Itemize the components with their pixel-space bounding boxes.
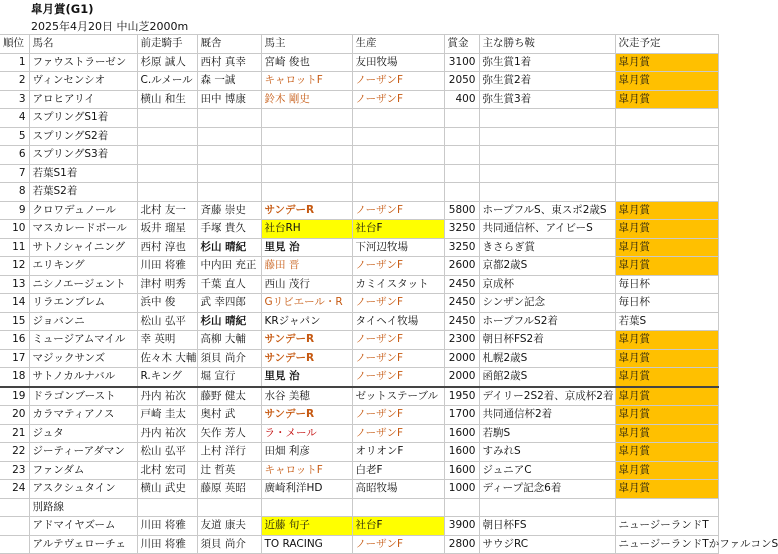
cell-horse[interactable]: アドマイヤズーム [29, 517, 137, 536]
cell-wins[interactable]: ディープ記念6着 [479, 480, 615, 499]
cell-stable[interactable]: 杉山 晴紀 [197, 312, 261, 331]
cell-jockey[interactable]: 松山 弘平 [137, 443, 197, 462]
cell-stable[interactable] [197, 127, 261, 146]
cell-rank[interactable]: 1 [0, 53, 29, 72]
cell-wins[interactable]: 弥生賞3着 [479, 90, 615, 109]
cell-wins[interactable]: 札幌2歳S [479, 349, 615, 368]
cell-next[interactable]: ニュージーランドTかファルコンS [615, 535, 718, 554]
cell-wins[interactable]: 京成杯 [479, 275, 615, 294]
table-row [0, 238, 718, 257]
cell-owner[interactable]: 里見 治 [261, 368, 352, 387]
cell-wins[interactable]: シンザン記念 [479, 294, 615, 313]
cell-stable[interactable]: 須貝 尚介 [197, 349, 261, 368]
cell-owner[interactable]: 近藤 旬子 [261, 517, 352, 536]
table-row [0, 517, 718, 536]
cell-breeder[interactable]: オリオンF [352, 443, 444, 462]
cell-breeder[interactable]: ノーザンF [352, 424, 444, 443]
cell-rank[interactable]: 2 [0, 72, 29, 91]
cell-rank[interactable]: 8 [0, 183, 29, 202]
cell-rank[interactable]: 12 [0, 257, 29, 276]
cell-rank[interactable]: 19 [0, 387, 29, 406]
cell-rank[interactable]: 13 [0, 275, 29, 294]
cell-jockey[interactable]: 浜中 俊 [137, 294, 197, 313]
cell-stable[interactable]: 田中 博康 [197, 90, 261, 109]
cell-jockey[interactable]: C.ルメール [137, 72, 197, 91]
cell-owner[interactable]: 西山 茂行 [261, 275, 352, 294]
table-row [0, 201, 718, 220]
cell-rank[interactable] [0, 517, 29, 536]
cell-prize[interactable]: 2450 [444, 275, 479, 294]
column-header-jockey[interactable]: 前走騎手 [137, 35, 197, 54]
cell-jockey[interactable] [137, 146, 197, 165]
cell-jockey[interactable]: 北村 宏司 [137, 461, 197, 480]
cell-breeder[interactable]: ノーザンF [352, 368, 444, 387]
cell-owner[interactable] [261, 183, 352, 202]
cell-owner[interactable]: 水谷 美穂 [261, 387, 352, 406]
cell-owner[interactable]: 鈴木 剛史 [261, 90, 352, 109]
column-header-prize[interactable]: 賞金 [444, 35, 479, 54]
table-row [0, 312, 718, 331]
cell-stable[interactable] [197, 146, 261, 165]
cell-wins[interactable] [479, 146, 615, 165]
cell-wins[interactable]: すみれS [479, 443, 615, 462]
table-row [0, 424, 718, 443]
table-row [0, 443, 718, 462]
column-header-owner[interactable]: 馬主 [261, 35, 352, 54]
cell-breeder[interactable]: ノーザンF [352, 331, 444, 350]
cell-jockey[interactable]: 横山 武史 [137, 480, 197, 499]
cell-next[interactable]: 皐月賞 [615, 406, 718, 425]
table-row [0, 387, 718, 406]
cell-horse[interactable]: リラエンブレム [29, 294, 137, 313]
cell-owner[interactable] [261, 109, 352, 128]
cell-rank[interactable] [0, 535, 29, 554]
cell-stable[interactable]: 藤原 英昭 [197, 480, 261, 499]
cell-rank[interactable]: 7 [0, 164, 29, 183]
cell-prize[interactable]: 2050 [444, 72, 479, 91]
cell-next[interactable]: 皐月賞 [615, 220, 718, 239]
cell-rank[interactable]: 17 [0, 349, 29, 368]
cell-owner[interactable]: 廣崎利洋HD [261, 480, 352, 499]
cell-jockey[interactable]: 横山 和生 [137, 90, 197, 109]
cell-jockey[interactable]: R.キング [137, 368, 197, 387]
cell-horse[interactable]: サトノカルナバル [29, 368, 137, 387]
cell-next[interactable] [615, 498, 718, 517]
cell-breeder[interactable]: 白老F [352, 461, 444, 480]
table-row [0, 53, 718, 72]
table-row [0, 406, 718, 425]
cell-jockey[interactable]: 川田 将雅 [137, 535, 197, 554]
cell-stable[interactable]: 杉山 晴紀 [197, 238, 261, 257]
cell-next[interactable]: 皐月賞 [615, 443, 718, 462]
cell-next[interactable]: 皐月賞 [615, 349, 718, 368]
cell-stable[interactable]: 上村 洋行 [197, 443, 261, 462]
table-row [0, 480, 718, 499]
cell-rank[interactable]: 22 [0, 443, 29, 462]
cell-horse[interactable]: スプリングS1着 [29, 109, 137, 128]
cell-rank[interactable]: 20 [0, 406, 29, 425]
cell-wins[interactable]: 弥生賞2着 [479, 72, 615, 91]
column-header-stable[interactable]: 厩舎 [197, 35, 261, 54]
cell-next[interactable]: ニュージーランドT [615, 517, 718, 536]
cell-owner[interactable]: 里見 治 [261, 238, 352, 257]
cell-prize[interactable] [444, 127, 479, 146]
cell-owner[interactable]: サンデーR [261, 349, 352, 368]
cell-prize[interactable]: 2450 [444, 312, 479, 331]
cell-wins[interactable]: 函館2歳S [479, 368, 615, 387]
cell-jockey[interactable] [137, 498, 197, 517]
cell-breeder[interactable]: 友田牧場 [352, 53, 444, 72]
cell-rank[interactable] [0, 498, 29, 517]
cell-stable[interactable]: 手塚 貴久 [197, 220, 261, 239]
cell-breeder[interactable]: カミイスタット [352, 275, 444, 294]
cell-rank[interactable]: 16 [0, 331, 29, 350]
cell-horse[interactable]: ドラゴンブースト [29, 387, 137, 406]
cell-stable[interactable] [197, 164, 261, 183]
cell-horse[interactable]: ジョバンニ [29, 312, 137, 331]
cell-wins[interactable]: デイリー2S2着、京成杯2着 [479, 387, 615, 406]
table-row [0, 461, 718, 480]
cell-wins[interactable] [479, 498, 615, 517]
column-header-next[interactable]: 次走予定 [615, 35, 718, 54]
cell-jockey[interactable] [137, 183, 197, 202]
cell-breeder[interactable]: 社台F [352, 220, 444, 239]
cell-next[interactable]: 皐月賞 [615, 257, 718, 276]
cell-stable[interactable]: 矢作 芳人 [197, 424, 261, 443]
cell-prize[interactable]: 2800 [444, 535, 479, 554]
cell-wins[interactable]: サウジRC [479, 535, 615, 554]
table-row [0, 146, 718, 165]
cell-horse[interactable]: アロヒアリイ [29, 90, 137, 109]
cell-next[interactable]: 皐月賞 [615, 461, 718, 480]
cell-stable[interactable]: 森 一誠 [197, 72, 261, 91]
cell-breeder[interactable]: 下河辺牧場 [352, 238, 444, 257]
cell-stable[interactable] [197, 498, 261, 517]
cell-jockey[interactable]: 丹内 祐次 [137, 424, 197, 443]
cell-wins[interactable]: 朝日杯FS [479, 517, 615, 536]
cell-owner[interactable]: サンデーR [261, 201, 352, 220]
cell-stable[interactable]: 藤野 健太 [197, 387, 261, 406]
cell-prize[interactable]: 1600 [444, 424, 479, 443]
cell-wins[interactable]: 共同通信杯、アイビーS [479, 220, 615, 239]
cell-prize[interactable]: 3100 [444, 53, 479, 72]
cell-horse[interactable]: クロワデュノール [29, 201, 137, 220]
cell-wins[interactable] [479, 183, 615, 202]
cell-next[interactable] [615, 164, 718, 183]
cell-owner[interactable] [261, 127, 352, 146]
cell-breeder[interactable]: タイヘイ牧場 [352, 312, 444, 331]
cell-rank[interactable]: 24 [0, 480, 29, 499]
cell-owner[interactable]: サンデーR [261, 331, 352, 350]
column-header-rank[interactable]: 順位 [0, 35, 29, 54]
cell-owner[interactable]: ラ・メール [261, 424, 352, 443]
cell-jockey[interactable]: 丹内 祐次 [137, 387, 197, 406]
cell-breeder[interactable] [352, 498, 444, 517]
cell-rank[interactable]: 18 [0, 368, 29, 387]
cell-next[interactable]: 皐月賞 [615, 424, 718, 443]
cell-prize[interactable] [444, 146, 479, 165]
cell-owner[interactable] [261, 164, 352, 183]
cell-jockey[interactable]: 幸 英明 [137, 331, 197, 350]
cell-horse[interactable]: ファウストラーゼン [29, 53, 137, 72]
cell-next[interactable]: 皐月賞 [615, 53, 718, 72]
cell-horse[interactable]: アスクシュタイン [29, 480, 137, 499]
cell-rank[interactable]: 10 [0, 220, 29, 239]
cell-prize[interactable]: 2600 [444, 257, 479, 276]
page-title: 皐月賞(G1) [31, 2, 94, 16]
cell-horse[interactable]: ファンダム [29, 461, 137, 480]
cell-stable[interactable]: 千葉 直人 [197, 275, 261, 294]
cell-prize[interactable] [444, 109, 479, 128]
cell-stable[interactable]: 中内田 充正 [197, 257, 261, 276]
cell-next[interactable]: 皐月賞 [615, 201, 718, 220]
table-row [0, 535, 718, 554]
cell-stable[interactable] [197, 183, 261, 202]
cell-wins[interactable] [479, 127, 615, 146]
cell-prize[interactable]: 3250 [444, 220, 479, 239]
cell-breeder[interactable] [352, 183, 444, 202]
cell-rank[interactable]: 15 [0, 312, 29, 331]
cell-jockey[interactable] [137, 127, 197, 146]
cell-horse[interactable]: サトノシャイニング [29, 238, 137, 257]
cell-breeder[interactable]: ノーザンF [352, 294, 444, 313]
cell-next[interactable]: 皐月賞 [615, 331, 718, 350]
table-row [0, 294, 718, 313]
cell-prize[interactable]: 1600 [444, 461, 479, 480]
cell-jockey[interactable]: 北村 友一 [137, 201, 197, 220]
cell-horse[interactable]: マジックサンズ [29, 349, 137, 368]
cell-jockey[interactable]: 津村 明秀 [137, 275, 197, 294]
cell-jockey[interactable]: 川田 将雅 [137, 257, 197, 276]
table-row [0, 498, 718, 517]
cell-next[interactable] [615, 109, 718, 128]
cell-owner[interactable]: 宮崎 俊也 [261, 53, 352, 72]
column-header-horse[interactable]: 馬名 [29, 35, 137, 54]
cell-horse[interactable]: ミュージアムマイル [29, 331, 137, 350]
cell-breeder[interactable]: ノーザンF [352, 349, 444, 368]
cell-horse[interactable]: 若葉S2着 [29, 183, 137, 202]
cell-horse[interactable]: ジュタ [29, 424, 137, 443]
cell-next[interactable]: 皐月賞 [615, 387, 718, 406]
cell-breeder[interactable]: ノーザンF [352, 90, 444, 109]
cell-rank[interactable]: 5 [0, 127, 29, 146]
cell-stable[interactable]: 奥村 武 [197, 406, 261, 425]
cell-prize[interactable]: 2300 [444, 331, 479, 350]
cell-wins[interactable] [479, 109, 615, 128]
cell-owner[interactable]: キャロットF [261, 72, 352, 91]
cell-wins[interactable]: ジュニアC [479, 461, 615, 480]
table-row [0, 275, 718, 294]
cell-next[interactable]: 毎日杯 [615, 294, 718, 313]
cell-prize[interactable]: 1600 [444, 443, 479, 462]
cell-horse[interactable]: アルテヴェローチェ [29, 535, 137, 554]
cell-breeder[interactable]: 社台F [352, 517, 444, 536]
table-row [0, 109, 718, 128]
cell-next[interactable] [615, 183, 718, 202]
cell-horse[interactable]: ジーティーアダマン [29, 443, 137, 462]
cell-next[interactable]: 皐月賞 [615, 480, 718, 499]
cell-wins[interactable] [479, 164, 615, 183]
cell-next[interactable]: 若葉S [615, 312, 718, 331]
cell-next[interactable]: 皐月賞 [615, 90, 718, 109]
cell-breeder[interactable] [352, 109, 444, 128]
cell-owner[interactable] [261, 498, 352, 517]
cell-rank[interactable]: 3 [0, 90, 29, 109]
cell-prize[interactable] [444, 498, 479, 517]
cell-stable[interactable]: 須貝 尚介 [197, 535, 261, 554]
cell-wins[interactable]: 京都2歳S [479, 257, 615, 276]
cell-stable[interactable]: 友道 康夫 [197, 517, 261, 536]
cell-horse[interactable]: 別路線 [29, 498, 137, 517]
cell-wins[interactable]: ホープフルS、東スポ2歳S [479, 201, 615, 220]
cell-owner[interactable]: Gリビエール・R [261, 294, 352, 313]
cell-rank[interactable]: 23 [0, 461, 29, 480]
cell-wins[interactable]: きさらぎ賞 [479, 238, 615, 257]
cell-wins[interactable]: 弥生賞1着 [479, 53, 615, 72]
cell-prize[interactable]: 2450 [444, 294, 479, 313]
cell-next[interactable]: 皐月賞 [615, 238, 718, 257]
cell-jockey[interactable]: 坂井 瑠星 [137, 220, 197, 239]
cell-rank[interactable]: 14 [0, 294, 29, 313]
cell-owner[interactable]: KRジャパン [261, 312, 352, 331]
cell-next[interactable] [615, 146, 718, 165]
cell-rank[interactable]: 21 [0, 424, 29, 443]
cell-horse[interactable]: エリキング [29, 257, 137, 276]
cell-jockey[interactable]: 佐々木 大輔 [137, 349, 197, 368]
cell-next[interactable] [615, 127, 718, 146]
cell-stable[interactable]: 西村 真幸 [197, 53, 261, 72]
cell-breeder[interactable]: ノーザンF [352, 201, 444, 220]
cell-stable[interactable]: 斉藤 崇史 [197, 201, 261, 220]
cell-breeder[interactable]: ゼットステーブル [352, 387, 444, 406]
cell-breeder[interactable] [352, 146, 444, 165]
cell-breeder[interactable]: ノーザンF [352, 535, 444, 554]
table-row [0, 368, 718, 387]
table-row [0, 349, 718, 368]
cell-breeder[interactable]: ノーザンF [352, 257, 444, 276]
cell-breeder[interactable]: ノーザンF [352, 406, 444, 425]
cell-breeder[interactable] [352, 164, 444, 183]
cell-stable[interactable] [197, 109, 261, 128]
cell-breeder[interactable] [352, 127, 444, 146]
cell-horse[interactable]: スプリングS2着 [29, 127, 137, 146]
cell-owner[interactable]: 藤田 晋 [261, 257, 352, 276]
cell-rank[interactable]: 9 [0, 201, 29, 220]
cell-prize[interactable] [444, 183, 479, 202]
header-row [0, 35, 718, 54]
cell-owner[interactable]: 社台RH [261, 220, 352, 239]
table-row [0, 331, 718, 350]
cell-prize[interactable]: 3250 [444, 238, 479, 257]
cell-horse[interactable]: ヴィンセンシオ [29, 72, 137, 91]
table-row [0, 220, 718, 239]
cell-wins[interactable]: ホープフルS2着 [479, 312, 615, 331]
race-date-course: 2025年4月20日 中山芝2000m [31, 20, 189, 33]
cell-jockey[interactable]: 松山 弘平 [137, 312, 197, 331]
cell-breeder[interactable]: 高昭牧場 [352, 480, 444, 499]
cell-owner[interactable]: キャロットF [261, 461, 352, 480]
cell-horse[interactable]: 若葉S1着 [29, 164, 137, 183]
cell-breeder[interactable]: ノーザンF [352, 72, 444, 91]
column-header-breeder[interactable]: 生産 [352, 35, 444, 54]
table-row [0, 257, 718, 276]
cell-prize[interactable]: 5800 [444, 201, 479, 220]
cell-horse[interactable]: スプリングS3着 [29, 146, 137, 165]
horse-table [0, 34, 778, 554]
cell-prize[interactable]: 3900 [444, 517, 479, 536]
cell-owner[interactable] [261, 146, 352, 165]
cell-wins[interactable]: 朝日杯FS2着 [479, 331, 615, 350]
cell-stable[interactable]: 武 幸四郎 [197, 294, 261, 313]
cell-wins[interactable]: 共同通信杯2着 [479, 406, 615, 425]
cell-stable[interactable]: 辻 哲英 [197, 461, 261, 480]
cell-stable[interactable]: 堀 宣行 [197, 368, 261, 387]
cell-rank[interactable]: 6 [0, 146, 29, 165]
cell-prize[interactable]: 1950 [444, 387, 479, 406]
cell-rank[interactable]: 4 [0, 109, 29, 128]
table-row [0, 183, 718, 202]
cell-horse[interactable]: ニシノエージェント [29, 275, 137, 294]
table-row [0, 72, 718, 91]
cell-prize[interactable]: 400 [444, 90, 479, 109]
cell-prize[interactable]: 1000 [444, 480, 479, 499]
cell-next[interactable]: 皐月賞 [615, 368, 718, 387]
table-row [0, 127, 718, 146]
cell-prize[interactable]: 2000 [444, 368, 479, 387]
cell-jockey[interactable]: 西村 淳也 [137, 238, 197, 257]
cell-next[interactable]: 毎日杯 [615, 275, 718, 294]
cell-horse[interactable]: マスカレードボール [29, 220, 137, 239]
column-header-wins[interactable]: 主な勝ち鞍 [479, 35, 615, 54]
cell-prize[interactable] [444, 164, 479, 183]
cell-owner[interactable]: TO RACING [261, 535, 352, 554]
cell-owner[interactable]: サンデーR [261, 406, 352, 425]
table-row [0, 164, 718, 183]
cell-jockey[interactable] [137, 109, 197, 128]
cell-jockey[interactable]: 杉原 誠人 [137, 53, 197, 72]
cell-prize[interactable]: 1700 [444, 406, 479, 425]
cell-wins[interactable]: 若駒S [479, 424, 615, 443]
cell-horse[interactable]: カラマティアノス [29, 406, 137, 425]
cell-rank[interactable]: 11 [0, 238, 29, 257]
cell-owner[interactable]: 田畑 利彦 [261, 443, 352, 462]
cell-stable[interactable]: 高柳 大輔 [197, 331, 261, 350]
cell-next[interactable]: 皐月賞 [615, 72, 718, 91]
cell-jockey[interactable]: 川田 将雅 [137, 517, 197, 536]
cell-prize[interactable]: 2000 [444, 349, 479, 368]
cell-jockey[interactable]: 戸崎 圭太 [137, 406, 197, 425]
cell-jockey[interactable] [137, 164, 197, 183]
table-row [0, 90, 718, 109]
